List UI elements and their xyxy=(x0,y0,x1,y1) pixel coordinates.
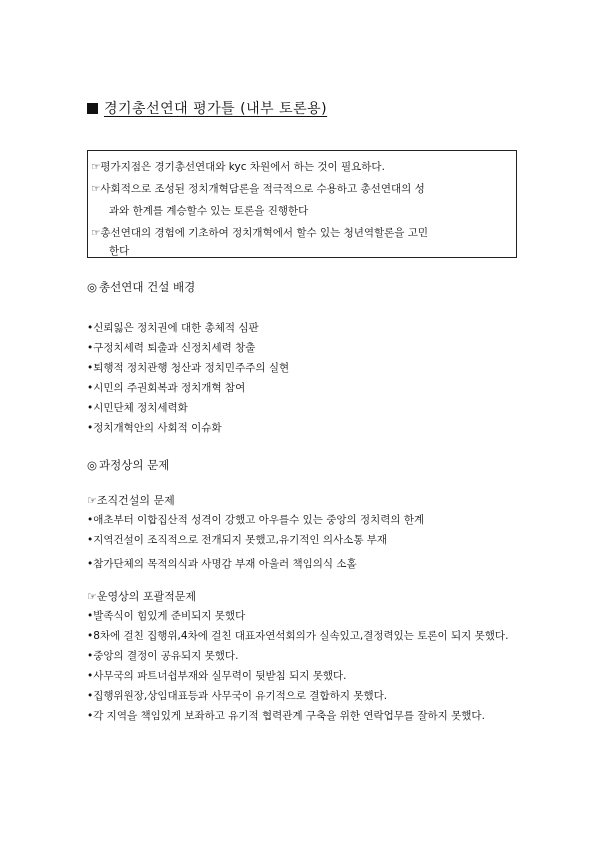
list-item: •시민의 주권회복과 정치개혁 참여 xyxy=(87,382,246,394)
double-circle-icon: ◎ xyxy=(87,280,98,294)
list-item: •중앙의 결정이 공유되지 못했다. xyxy=(87,650,239,662)
double-circle-icon: ◎ xyxy=(87,458,98,472)
section-heading-text: 총선연대 건설 배경 xyxy=(99,280,196,294)
notice-line: ☞평가지점은 경기총선연대와 kyc 차원에서 하는 것이 필요하다. xyxy=(91,161,385,173)
list-item: •퇴행적 정치관행 청산과 정치민주주의 실현 xyxy=(87,362,290,374)
background-list xyxy=(87,318,517,438)
notice-line: ☞총선연대의 경험에 기초하여 정치개혁에서 할수 있는 청년역할론을 고민 xyxy=(91,227,429,239)
list-item: •신뢰잃은 정치권에 대한 총체적 심판 xyxy=(87,322,259,334)
list-item: •정치개혁안의 사회적 이슈화 xyxy=(87,422,222,434)
sub-heading-organization: ☞조직건설의 문제 xyxy=(87,494,175,507)
list-item: •지역건설이 조직적으로 전개되지 못했고,유기적인 의사소통 부재 xyxy=(87,534,388,546)
notice-box xyxy=(87,150,517,258)
square-bullet-icon xyxy=(87,103,98,114)
document-title xyxy=(87,98,327,118)
list-item: •사무국의 파트너쉽부재와 실무력이 뒷받침 되지 못했다. xyxy=(87,670,347,682)
list-item: •구정치세력 퇴출과 신정치세력 창출 xyxy=(87,342,256,354)
section-heading-background xyxy=(87,279,195,295)
notice-line: 한다 xyxy=(109,245,130,257)
organization-issues-list xyxy=(87,510,517,574)
notice-line: 과와 한계를 계승할수 있는 토론을 진행한다 xyxy=(109,205,309,217)
list-item: •시민단체 정치세력화 xyxy=(87,402,188,414)
notice-line: ☞사회적으로 조성된 정치개혁담론을 적극적으로 수용하고 총선연대의 성 xyxy=(91,183,425,195)
list-item: •참가단체의 목적의식과 사명감 부재 아울러 책임의식 소홀 xyxy=(87,558,357,570)
sub-heading-operation: ☞운영상의 포괄적문제 xyxy=(87,590,196,603)
list-item: •8차에 걸친 집행위,4차에 걸친 대표자연석회의가 실속있고,결정력있는 토론이 되지 못했다. xyxy=(87,630,509,642)
list-item: •집행위원장,상임대표등과 사무국이 유기적으로 결합하지 못했다. xyxy=(87,690,388,702)
operation-issues-list xyxy=(87,606,517,726)
list-item: •발족식이 힘있게 준비되지 못했다 xyxy=(87,610,246,622)
list-item: •각 지역을 책임있게 보좌하고 유기적 협력관계 구축을 위한 연락업무를 잘하지 못했다. xyxy=(87,710,485,722)
section-heading-text: 과정상의 문제 xyxy=(99,458,170,472)
document-title-text: 경기총선연대 평가틀 (내부 토론용) xyxy=(104,101,328,117)
section-heading-process xyxy=(87,457,169,473)
list-item: •애초부터 이합집산적 성격이 강했고 아우를수 있는 중앙의 정치력의 한계 xyxy=(87,514,425,526)
